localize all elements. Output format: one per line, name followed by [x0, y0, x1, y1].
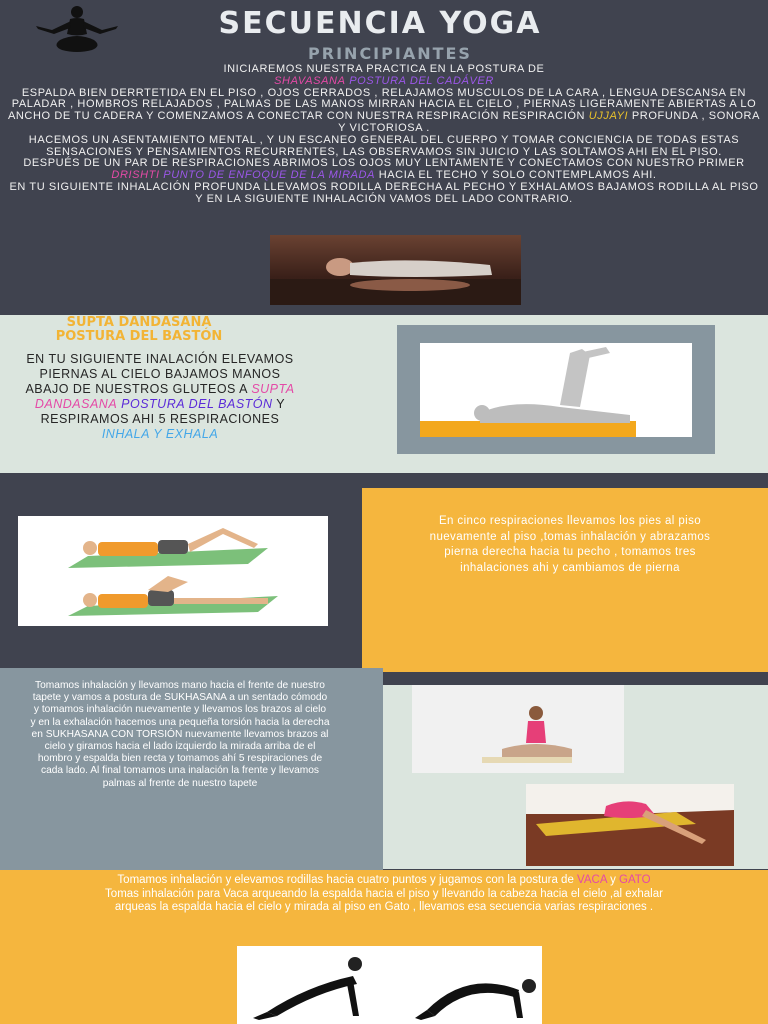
sukhasana-text: Tomamos inhalación y llevamos mano hacia el frente de nuestro tapete y vamos a postura de SUKHASANA a un sentado cómodo y tomamos inhalación nuevamente y llevamos los brazos al cielo y en la exhalación hacemos una pequeña torsión hacia la derecha en SUKHASANA CON TORSIÓN nuevamente llevamos brazos al cielo y giramos hacia el lado izquierdo la mirada arriba de el hombro y espalda bien recta y tomamos ahí 5 respiraciones de cada lado. Al final tomamos una inalación la frente y llevamos palmas al frente de nuestro tapete [30, 680, 330, 789]
intro-paragraph-1: ESPALDA BIEN DERRTETIDA EN EL PISO , OJOS CERRADOS , RELAJAMOS MUSCULOS DE LA CARA , LENGUA DESCANSA EN PALADAR , HOMBROS RELAJADOS , PALMAS DE LAS MANOS MIRRAN HACIA EL CIELO , PIERNAS LIGERAMENTE ABIERTAS A LO ANCHO DE TU CADERA Y COMENZAMOS A CONECTAR CON NUESTRA RESPIRACIÓN RESPIRACIÓN [7, 86, 757, 123]
page-subtitle: PRINCIPIANTES [308, 44, 472, 63]
vaca-term: VACA [577, 874, 607, 886]
vaca-gato-instructions: Tomas inhalación para Vaca arqueando la espalda hacia el piso y llevando la cabeza hacia el cielo ,al exhalar arqueas la espalda hacia el cielo y mirada al piso en Gato , llevamos esa secuencia varias respiraciones . [105, 887, 663, 913]
intro-paragraph-1-end: PROFUNDA , SONORA Y VICTORIOSA . [338, 110, 761, 134]
supta-text-end: Y RESPIRAMOS AHI 5 RESPIRACIONES [40, 397, 286, 426]
vaca-gato-conjunction: y [610, 874, 616, 886]
supta-dandasana-photo [420, 343, 692, 437]
vaca-gato-intro: Tomamos inhalación y elevamos rodillas hacia cuatro puntos y jugamos con la postura de [117, 874, 574, 886]
shavasana-translation: POSTURA DEL CADÁVER [349, 74, 494, 87]
supta-heading [24, 316, 254, 344]
ujjayi-term: UJJAYI [588, 110, 629, 123]
gato-term: GATO [619, 874, 651, 886]
shavasana-term: SHAVASANA [274, 74, 346, 87]
supta-heading-line2: POSTURA DEL BASTÓN [55, 329, 223, 344]
supta-text-start: EN TU SIGUIENTE INALACIÓN ELEVAMOS PIERNAS AL CIELO BAJAMOS MANOS ABAJO DE NUESTROS GLUTEOS A [25, 352, 294, 396]
intro-paragraph-3: DESPUÉS DE UN PAR DE RESPIRACIONES ABRIMOS LOS OJOS MUY LENTAMENTE Y CONECTAMOS CON NUESTRO PRIMER [23, 157, 745, 170]
sukhasana-photo [412, 685, 624, 773]
drishti-term: DRISHTI [111, 169, 160, 182]
supta-pose-name: SUPTA DANDASANA [34, 382, 295, 411]
intro-paragraph-2: HACEMOS UN ASENTAMIENTO MENTAL , Y UN ESCANEO GENERAL DEL CUERPO Y TOMAR CONCIENCIA DE TODAS ESTAS SENSACIONES Y PENSAMIENTOS RECURRENTES, LAS OBSERVAMOS SIN JUICIO Y LAS SOLTAMOS AHI EN EL PISO. [28, 133, 740, 158]
sukhasana-twist-photo [526, 784, 734, 866]
shavasana-photo [270, 235, 521, 305]
drishti-translation: PUNTO DE ENFOQUE DE LA MIRADA [163, 169, 376, 182]
supta-breath: INHALA Y EXHALA [101, 427, 219, 441]
page-title: SECUENCIA YOGA [218, 6, 542, 41]
vaca-gato-photo [237, 946, 542, 1024]
knee-to-chest-photo [18, 516, 328, 626]
supta-description [22, 352, 298, 442]
supta-heading-line1: SUPTA DANDASANA [66, 315, 212, 330]
meditation-figure-icon [30, 4, 124, 56]
intro-line1: INICIAREMOS NUESTRA PRACTICA EN LA POSTURA DE [223, 63, 545, 75]
knee-to-chest-text: En cinco respiraciones llevamos los pies al piso nuevamente al piso ,tomas inhalación y abrazamos pierna derecha hacia tu pecho , tomamos tres inhalaciones ahi y cambiamos de pierna [429, 515, 711, 574]
intro-paragraph-4: EN TU SIGUIENTE INHALACIÓN PROFUNDA LLEVAMOS RODILLA DERECHA AL PECHO Y EXHALAMOS BAJAMOS RODILLA AL PISO Y EN LA SIGUIENTE INHALACIÓN VAMOS DEL LADO CONTRARIO. [9, 180, 759, 205]
supta-pose-translation: POSTURA DEL BASTÓN [121, 397, 273, 411]
vaca-gato-text [84, 874, 684, 915]
intro-paragraph-3-end: HACIA EL TECHO Y SOLO CONTEMPLAMOS AHI. [378, 169, 657, 182]
intro-text [6, 64, 762, 206]
